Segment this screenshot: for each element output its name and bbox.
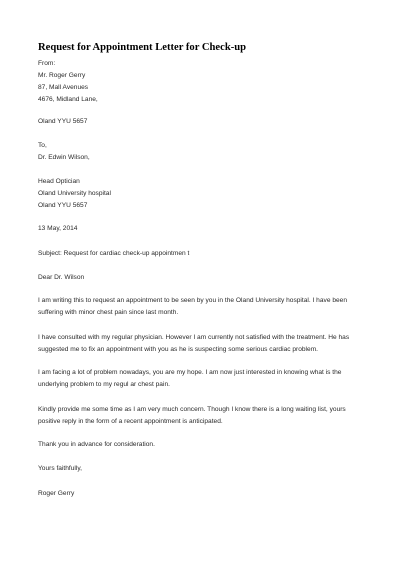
paragraph-4-line-2: positive reply in the form of a recent appointment is anticipated. — [38, 418, 223, 425]
sender-city: Oland YYU 5657 — [38, 118, 88, 125]
signature-name: Roger Gerry — [38, 490, 75, 497]
paragraph-4-line-1: Kindly provide me some time as I am very much concern. Though I know there is a long waiting list, yours — [38, 406, 346, 413]
page-title: Request for Appointment Letter for Check-up — [38, 42, 247, 53]
letter-date: 13 May, 2014 — [38, 225, 78, 232]
recipient-title: Head Optician — [38, 178, 80, 185]
paragraph-3-line-1: I am facing a lot of problem nowadays, you are my hope. I am now just interested in knowing what is the — [38, 369, 342, 376]
recipient-city: Oland YYU 5657 — [38, 202, 88, 209]
sender-address-line1: 87, Mall Avenues — [38, 84, 89, 91]
paragraph-1-line-1: I am writing this to request an appointment to be seen by you in the Oland University hospital. I have been — [38, 297, 347, 304]
thanks-line: Thank you in advance for consideration. — [38, 441, 155, 448]
to-label: To, — [38, 142, 47, 149]
paragraph-3-line-2: underlying problem to my regul ar chest pain. — [38, 381, 170, 388]
salutation: Dear Dr. Wilson — [38, 274, 85, 281]
subject-line: Subject: Request for cardiac check-up appointmen t — [38, 250, 190, 257]
from-label: From: — [38, 60, 56, 67]
paragraph-2-line-2: suggested me to fix an appointment with you as he is suspecting some serious cardiac problem. — [38, 346, 319, 353]
sender-address-line2: 4676, Midland Lane, — [38, 96, 98, 103]
paragraph-1-line-2: suffering with minor chest pain since last month. — [38, 309, 179, 316]
closing-line: Yours faithfully, — [38, 465, 82, 472]
recipient-organization: Oland University hospital — [38, 190, 111, 197]
sender-name: Mr. Roger Gerry — [38, 72, 86, 79]
paragraph-2-line-1: I have consulted with my regular physician. However I am currently not satisfied with the treatment. He has — [38, 334, 350, 341]
recipient-name: Dr. Edwin Wilson, — [38, 154, 90, 161]
